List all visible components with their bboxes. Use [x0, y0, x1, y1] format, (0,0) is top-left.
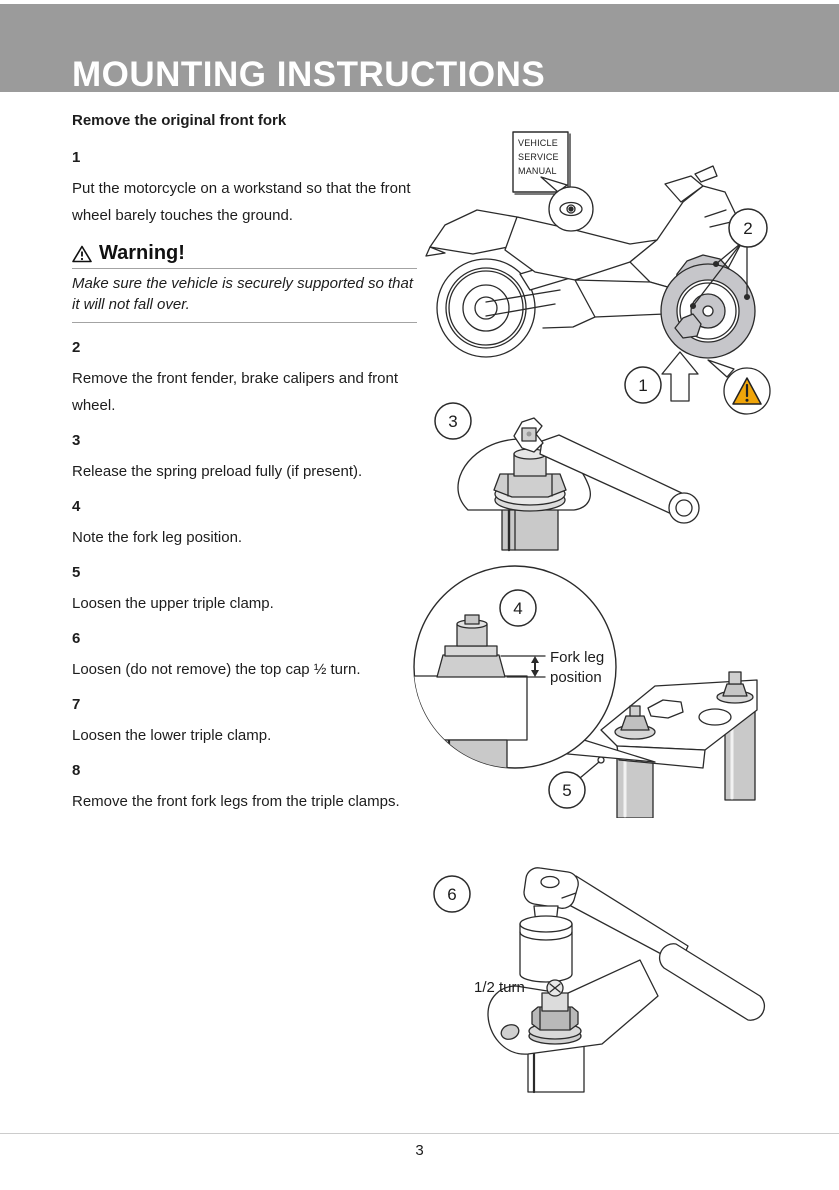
step-text: Note the fork leg position. — [72, 529, 243, 546]
callout-4-number: 4 — [513, 599, 523, 618]
figure-motorcycle — [425, 122, 815, 422]
half-turn-label: 1/2 turn — [474, 979, 525, 996]
section-title: Remove the original front fork — [72, 112, 287, 129]
step-text: Loosen the lower triple clamp. — [72, 727, 272, 744]
step-2 — [72, 339, 417, 419]
warning-box — [72, 242, 417, 323]
sign-line-3: MANUAL — [518, 166, 557, 176]
step-1 — [72, 149, 417, 229]
step-number: 7 — [72, 696, 81, 713]
figure-triple-clamp — [405, 560, 780, 818]
warning-triangle-icon — [72, 245, 92, 263]
step-5 — [72, 564, 417, 617]
footer-divider — [0, 1133, 839, 1134]
step-text: Remove the front fork legs from the triple clamps. — [72, 793, 400, 810]
sign-line-1: VEHICLE — [518, 138, 558, 148]
callout-1-number: 1 — [638, 376, 648, 395]
fork-leg-position-label-1: Fork leg — [550, 649, 605, 666]
step-text: Release the spring preload fully (if present). — [72, 463, 363, 480]
figure-socket-wrench — [430, 866, 780, 1096]
step-number: 6 — [72, 630, 81, 647]
step-text: Remove the front fender, brake calipers and front wheel. — [72, 370, 399, 414]
step-number: 1 — [72, 149, 81, 166]
front-wheel — [661, 264, 755, 358]
header-bar — [0, 4, 839, 95]
step-text: Loosen (do not remove) the top cap ½ turn. — [72, 661, 361, 678]
fork-leg-position-label-2: position — [550, 669, 602, 686]
sign-line-2: SERVICE — [518, 152, 559, 162]
figure-top-cap-wrench — [430, 396, 720, 552]
step-7 — [72, 696, 417, 749]
step-text: Loosen the upper triple clamp. — [72, 595, 274, 612]
warning-text: Make sure the vehicle is securely supported so that it will not fall over. — [72, 269, 417, 323]
step-number: 8 — [72, 762, 81, 779]
instruction-column — [72, 112, 417, 828]
step-8 — [72, 762, 417, 815]
page-number: 3 — [415, 1142, 424, 1159]
lift-arrow-icon — [662, 352, 698, 401]
step-3 — [72, 432, 417, 485]
step-number: 4 — [72, 498, 81, 515]
callout-5-number: 5 — [562, 781, 572, 800]
step-4 — [72, 498, 417, 551]
warning-title: Warning! — [99, 242, 185, 264]
callout-3-number: 3 — [448, 412, 458, 431]
step-text: Put the motorcycle on a workstand so that the front wheel barely touches the ground. — [72, 180, 411, 224]
page-title: MOUNTING INSTRUCTIONS — [72, 55, 546, 95]
step-number: 2 — [72, 339, 81, 356]
callout-2-number: 2 — [743, 219, 753, 238]
callout-6-number: 6 — [447, 885, 457, 904]
step-number: 3 — [72, 432, 81, 449]
warning-heading — [72, 242, 417, 269]
step-number: 5 — [72, 564, 81, 581]
step-6 — [72, 630, 417, 683]
